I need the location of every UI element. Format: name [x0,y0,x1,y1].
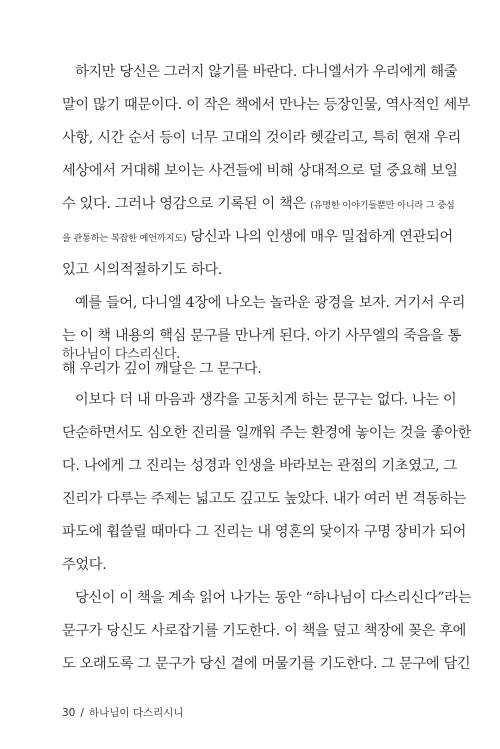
text-line: 진리가 다루는 주제는 넓고도 깊고도 높았다. 내가 여러 번 격동하는 [62,491,467,507]
text-line: 다. 나에게 그 진리는 성경과 인생을 바라보는 관점의 기초였고, 그 [62,458,457,474]
text-line: 이보다 더 내 마음과 생각을 고동치게 하는 문구는 없다. 나는 이 [75,392,457,408]
text-segment: 수 있다. 그러나 영감으로 기록된 이 책은 [62,196,306,212]
book-title: 하나님이 다스리시니 [88,707,184,719]
text-line: 세상에서 거대해 보이는 사건들에 비해 상대적으로 덜 중요해 보일 [62,163,458,179]
text-segment: 당신과 나의 인생에 매우 밀접하게 연관되어 [186,229,453,245]
text-line: 해 우리가 깊이 깨달은 그 문구다. [62,361,262,377]
text-line [62,221,453,254]
text-line: 는 이 책 내용의 핵심 문구를 만나게 된다. 아기 사무엘의 죽음을 통 [62,328,462,344]
parenthetical-note: 을 관통하는 복잡한 예언까지도) [62,233,187,244]
footer-separator: / [80,707,84,719]
text-line: 사항, 시간 순서 등이 너무 고대의 것이라 헷갈리고, 특히 현재 우리 [62,130,462,146]
text-line: 주었다. [62,557,107,573]
text-line: 단순하면서도 심오한 진리를 일깨워 주는 환경에 놓이는 것을 좋아한 [62,425,472,441]
text-line: 있고 시의적절하기도 하다. [62,262,223,278]
text-line: 도 오래도록 그 문구가 당신 곁에 머물기를 기도한다. 그 문구에 담긴 [62,656,471,672]
text-line: 하지만 당신은 그러지 않기를 바란다. 다니엘서가 우리에게 해줄 [75,64,458,80]
page-number: 30 [62,707,76,719]
text-line: 문구가 당신도 사로잡기를 기도한다. 이 책을 덮고 책장에 꽂은 후에 [62,623,467,639]
text-line: 말이 많기 때문이다. 이 작은 책에서 만나는 등장인물, 역사적인 세부 [62,97,471,113]
parenthetical-note: (유명한 이야기들뿐만 아니라 그 중심 [310,200,455,211]
text-line: 파도에 휩쓸릴 때마다 그 진리는 내 영혼의 닻이자 구명 장비가 되어 [62,524,467,540]
key-phrase-quote: 하나님이 다스리신다. [62,347,180,362]
page-footer [62,705,184,720]
paragraph-1 [62,56,471,386]
text-line: 예를 들어, 다니엘 4장에 나오는 놀라운 광경을 보자. 거기서 우리 [75,295,466,311]
text-line [62,188,455,221]
text-line: 당신이 이 책을 계속 읽어 나가는 동안 “하나님이 다스리신다”라는 [75,590,472,606]
paragraph-2 [62,384,472,681]
